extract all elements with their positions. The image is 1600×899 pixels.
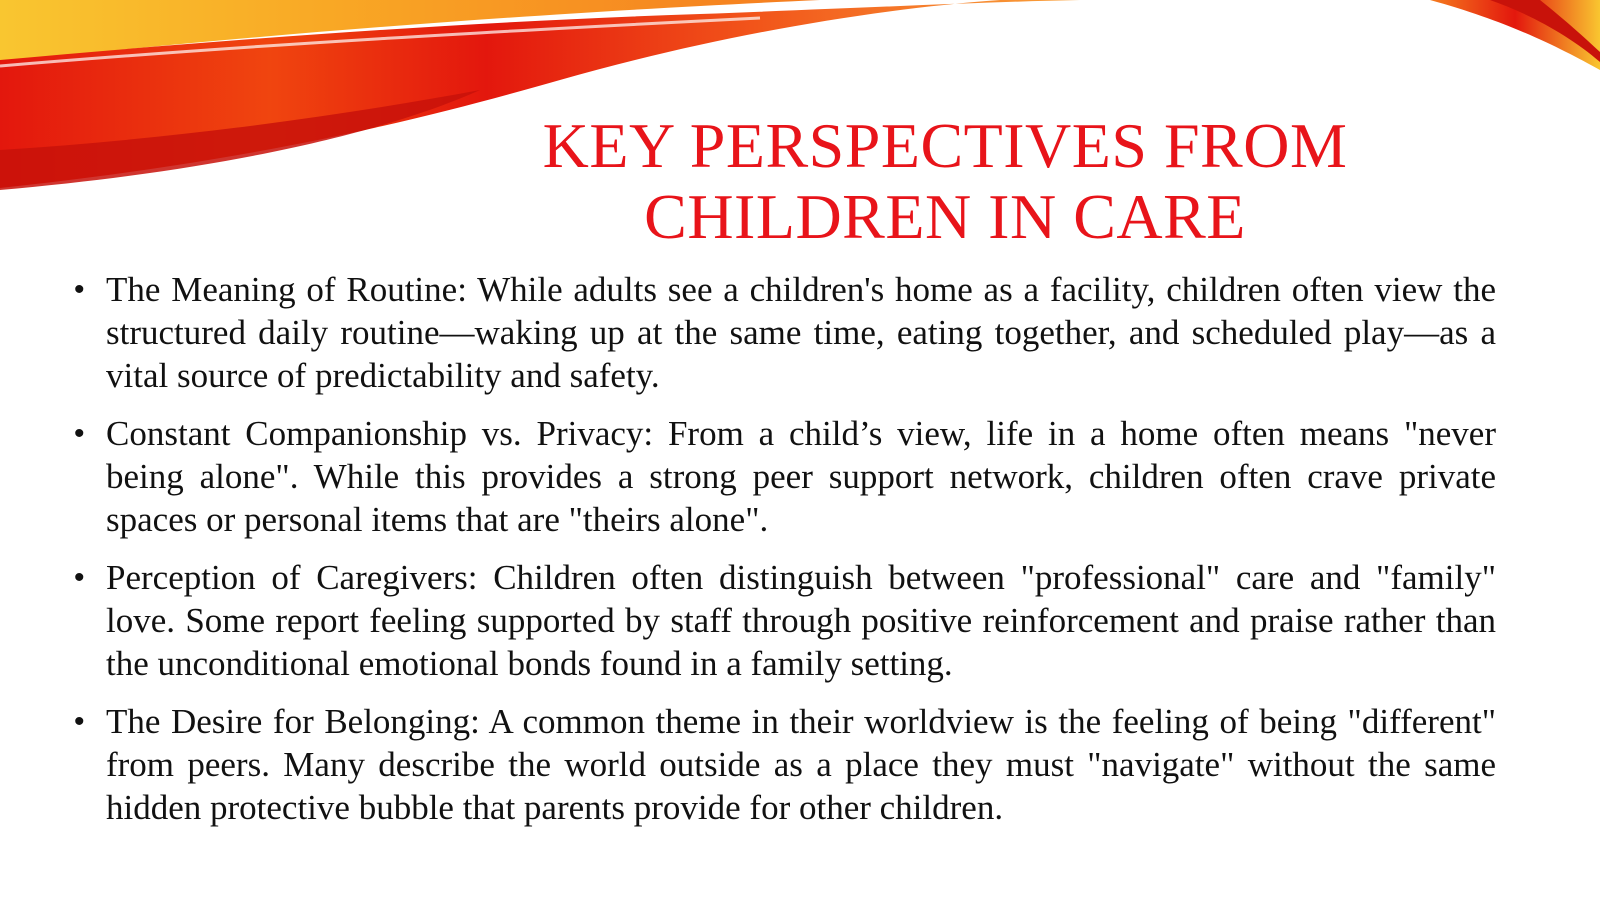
- bullet-dot-icon: •: [74, 705, 85, 738]
- bullet-item-routine: [74, 268, 1496, 397]
- slide-title-line-2: CHILDREN IN CARE: [644, 181, 1246, 252]
- bullet-text: The Desire for Belonging: A common theme in their worldview is the feeling of being "different" from peers. Many describe the world outside as a place they must "navigate" without the same hidden protective bubble that parents provide for other children.: [106, 702, 1496, 827]
- bullet-dot-icon: •: [74, 561, 85, 594]
- bullet-item-companionship: [74, 412, 1496, 541]
- slide-title-line-1: KEY PERSPECTIVES FROM: [542, 110, 1348, 181]
- bullet-text: Constant Companionship vs. Privacy: From a child’s view, life in a home often means "never being alone". While this provides a strong peer support network, children often crave private spaces or personal items that are "theirs alone".: [106, 414, 1496, 539]
- bullet-text: Perception of Caregivers: Children often distinguish between "professional" care and "family" love. Some report feeling supported by staff through positive reinforcement and praise rather than the unconditional emotional bonds found in a family setting.: [106, 558, 1496, 683]
- bullet-list: [74, 268, 1496, 844]
- bullet-item-belonging: [74, 700, 1496, 829]
- bullet-item-caregivers: [74, 556, 1496, 685]
- bullet-dot-icon: •: [74, 417, 85, 450]
- bullet-text: The Meaning of Routine: While adults see a children's home as a facility, children often view the structured daily routine—waking up at the same time, eating together, and scheduled play—as a vital source of predictability and safety.: [106, 270, 1496, 395]
- slide-title: [400, 110, 1490, 252]
- bullet-dot-icon: •: [74, 273, 85, 306]
